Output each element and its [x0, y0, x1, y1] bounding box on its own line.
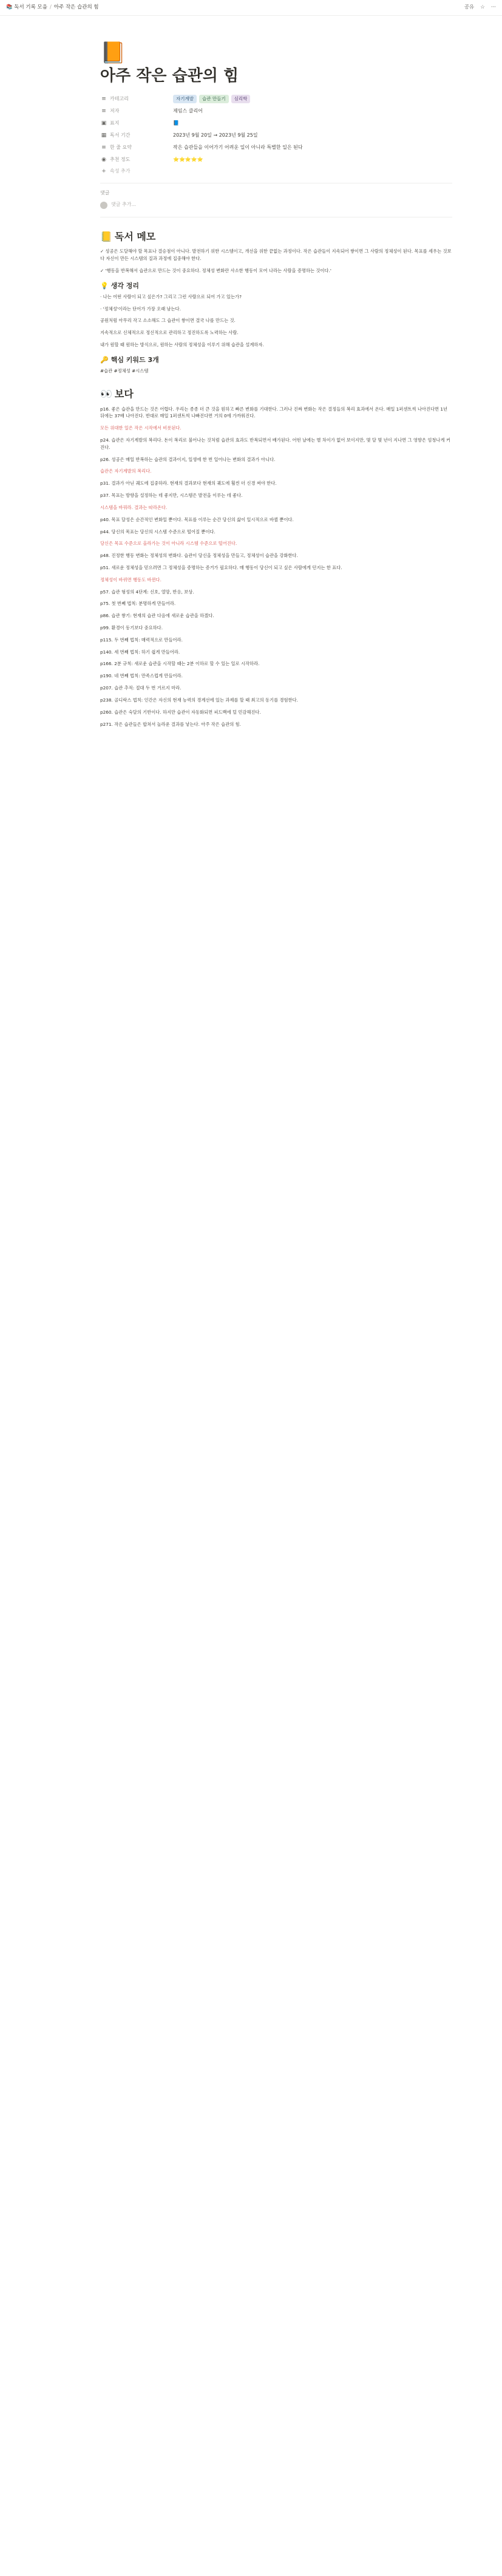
- body-paragraph[interactable]: p75. 첫 번째 법칙: 분명하게 만들어라.: [100, 601, 176, 607]
- thought-paragraph[interactable]: 내가 원할 때 원하는 방식으로, 원하는 사람의 정체성을 이루기 위해 습관을 설계하자.: [100, 342, 264, 348]
- body-paragraph[interactable]: p271. 작은 습관들은 합쳐서 놀라운 결과를 낳는다. 아주 작은 습관의 힘.: [100, 721, 241, 727]
- body-paragraph[interactable]: p40. 목표 달성은 순간적인 변화일 뿐이다. 목표를 이루는 순간 당신의 삶이 일시적으로 바뀔 뿐이다.: [100, 516, 294, 522]
- top-bar: [0, 0, 502, 16]
- image-icon: ▣: [101, 120, 107, 127]
- notebook-icon: 📒: [100, 230, 112, 242]
- list-icon: ≡: [101, 96, 106, 103]
- highlight-line[interactable]: 습관은 자기계발의 복리다.: [100, 468, 152, 474]
- body-paragraph[interactable]: p51. 새로운 정체성을 믿으려면 그 정체성을 증명하는 증거가 필요하다. 매 행동이 당신이 되고 싶은 사람에게 던지는 한 표다.: [100, 564, 342, 570]
- property-value-tags: [173, 95, 250, 103]
- bulb-icon: 💡: [100, 281, 109, 290]
- body-paragraph[interactable]: p166. 2분 규칙: 새로운 습관을 시작할 때는 2분 이하로 할 수 있는 일로 시작하라.: [100, 661, 260, 667]
- page-cover: [0, 16, 502, 43]
- thought-heading: 💡 생각 정리: [100, 281, 452, 291]
- property-author[interactable]: [100, 105, 452, 117]
- body-paragraph[interactable]: p260. 습관은 숙달의 기반이다. 하지만 습관이 자동화되면 피드백에 덜 민감해진다.: [100, 709, 261, 715]
- comments-section: [100, 190, 452, 210]
- eyes-icon: 👀: [100, 388, 112, 400]
- breadcrumb-item-parent[interactable]: 📚 독서 기록 모음: [6, 4, 47, 10]
- body-paragraph[interactable]: p99. 환경이 동기보다 중요하다.: [100, 625, 163, 631]
- body-paragraph[interactable]: p31. 결과가 아닌 궤도에 집중하라. 현재의 결과보다 현재의 궤도에 훨씬 더 신경 써야 한다.: [100, 480, 277, 487]
- memo-paragraph[interactable]: ✓ '행동을 반복해서 습관으로 만드는 것이 중요하다. 정체성 변화란 사소한 행동이 모여 나라는 사람을 증명하는 것이다.': [100, 268, 331, 273]
- property-name: ▣ 표지: [101, 120, 120, 127]
- thought-paragraph[interactable]: · '정체성'이라는 단어가 가장 오래 남는다.: [100, 306, 181, 312]
- avatar: [100, 202, 107, 209]
- page-content: [100, 43, 452, 733]
- body-paragraph[interactable]: p37. 목표는 방향을 설정하는 데 좋지만, 시스템은 발전을 이루는 데 좋다.: [100, 493, 243, 499]
- calendar-icon: ▦: [101, 132, 107, 139]
- property-cover[interactable]: [100, 117, 452, 129]
- thought-paragraph[interactable]: · 나는 어떤 사람이 되고 싶은가? 그리고 그런 사람으로 되어 가고 있는가?: [100, 293, 242, 299]
- page-book-icon[interactable]: 📙: [100, 41, 126, 65]
- key-icon: 🔑: [100, 355, 109, 364]
- favorite-star-icon[interactable]: ☆: [480, 4, 485, 10]
- text-icon: ≡: [101, 145, 106, 151]
- highlight-line[interactable]: 시스템을 바꿔라. 결과는 따라온다.: [100, 504, 168, 510]
- body-paragraph[interactable]: p44. 당신의 목표는 당신의 시스템 수준으로 떨어질 뿐이다.: [100, 528, 215, 535]
- property-value: 📘: [173, 120, 179, 126]
- comments-label: 댓글: [100, 190, 110, 196]
- body-paragraph[interactable]: p190. 네 번째 법칙: 만족스럽게 만들어라.: [100, 673, 183, 679]
- add-property-button[interactable]: + 속성 추가: [100, 166, 452, 177]
- property-rating[interactable]: [100, 154, 452, 166]
- thought-paragraph[interactable]: 공원처럼 아무리 작고 소소해도 그 습관이 쌓이면 결국 나를 만드는 것.: [100, 318, 236, 324]
- plus-icon: +: [101, 168, 106, 175]
- memo-heading: 📒 독서 메모: [100, 230, 452, 245]
- property-value: ⭐⭐⭐⭐⭐: [173, 156, 203, 162]
- highlight-line[interactable]: 모든 위대한 일은 작은 시작에서 비롯된다.: [100, 425, 181, 431]
- more-options-icon[interactable]: ···: [490, 4, 496, 10]
- highlight-line[interactable]: 정체성이 바뀌면 행동도 바뀐다.: [100, 576, 161, 583]
- body-paragraph[interactable]: p48. 진정한 행동 변화는 정체성의 변화다. 습관이 당신을 정체성을 만들고, 정체성이 습관을 강화한다.: [100, 553, 298, 559]
- breadcrumb-item-current[interactable]: 아주 작은 습관의 힘: [53, 4, 99, 10]
- body-paragraph[interactable]: p207. 습관 추적: 절대 두 번 거르지 마라.: [100, 685, 181, 691]
- body-paragraph[interactable]: p238. 골디락스 법칙: 인간은 자신의 현재 능력의 경계선에 있는 과제를 할 때 최고의 동기를 경험한다.: [100, 697, 298, 703]
- property-value: 2023년 9월 20일 → 2023년 9월 25일: [173, 132, 258, 138]
- property-name: ≡ 카테고리: [100, 95, 173, 103]
- tag[interactable]: 습관 만들기: [199, 95, 229, 103]
- more-heading: 👀 보다: [100, 387, 452, 402]
- property-name: ≡ 저자: [100, 108, 173, 115]
- body-paragraph[interactable]: p16. 좋은 습관을 만드는 것은 어렵다. 우리는 종종 더 큰 것을 원하고 빠른 변화를 기대한다. 그러나 진짜 변화는 작은 결정들의 복리 효과에서 온다. 매일 1퍼센트씩 나아진다면 1년 뒤에는 37배 나아진다. 반대로 매일 1퍼센트씩 나빠진다면 거의 0에 가까워진다.: [100, 406, 448, 419]
- highlight-line[interactable]: 당신은 목표 수준으로 올라가는 것이 아니라 시스템 수준으로 떨어진다.: [100, 541, 237, 547]
- share-button[interactable]: 공유: [464, 4, 475, 10]
- breadcrumb-separator: /: [49, 4, 52, 10]
- tag[interactable]: 심리학: [231, 95, 251, 103]
- tag[interactable]: 자기계발: [173, 95, 197, 103]
- select-icon: ◉: [101, 157, 106, 163]
- property-category[interactable]: [100, 93, 452, 105]
- keywords-text[interactable]: #습관 #정체성 #시스템: [100, 367, 149, 374]
- property-name: ◉ 추천 정도: [100, 156, 173, 163]
- body-paragraph[interactable]: p86. 습관 쌓기: 현재의 습관 다음에 새로운 습관을 하겠다.: [100, 613, 214, 619]
- body-paragraph[interactable]: p57. 습관 형성의 4단계: 신호, 열망, 반응, 보상.: [100, 589, 194, 595]
- text-icon: ≡: [101, 108, 106, 115]
- property-name: ≡ 한 줄 요약: [100, 144, 173, 151]
- body-paragraph[interactable]: p24. 습관은 자기계발의 복리다. 돈이 복리로 불어나는 것처럼 습관의 효과도 반복되면서 배가된다. 어떤 날에는 별 차이가 없어 보이지만, 몇 달 몇 년이 지나면 그 영향은 엄청나게 커진다.: [100, 437, 450, 450]
- breadcrumb: [6, 4, 99, 12]
- comment-input[interactable]: 댓글 추가...: [100, 200, 452, 211]
- body-paragraph[interactable]: p115. 두 번째 법칙: 매력적으로 만들어라.: [100, 637, 183, 643]
- property-value: 작은 습관들을 이어가기 어려운 일이 아니라 특별한 일은 된다: [173, 144, 303, 150]
- property-summary[interactable]: [100, 142, 452, 154]
- memo-paragraph[interactable]: ✓ 성공은 도달해야 할 목표나 결승점이 아니다. 발전하기 위한 시스템이고, 개선을 위한 끝없는 과정이다. 작은 습관들이 지속되어 쌓이면 그 사람의 정체성이 된다. 목표를 세우는 것보다 자신이 만든 시스템의 질과 과정에 집중해야 한다.: [100, 248, 452, 262]
- property-name: ▦ 독서 기간: [101, 132, 131, 139]
- page-title[interactable]: 아주 작은 습관의 힘: [100, 67, 239, 85]
- body-paragraph[interactable]: p26. 성공은 매일 반복하는 습관의 결과이지, 일생에 한 번 일어나는 변화의 결과가 아니다.: [100, 456, 276, 462]
- property-reading-period[interactable]: [100, 129, 452, 142]
- properties-panel: [100, 93, 452, 177]
- top-actions: [464, 4, 496, 12]
- property-value: 제임스 클리어: [173, 108, 203, 114]
- page-body: [0, 16, 502, 2576]
- keywords-heading: 🔑 핵심 키워드 3개: [100, 355, 452, 365]
- body-paragraph[interactable]: p140. 세 번째 법칙: 하기 쉽게 만들어라.: [100, 649, 180, 655]
- thought-paragraph[interactable]: 지속적으로 신체적으로 정신적으로 관리하고 정진하도록 노력하는 사람.: [100, 330, 239, 336]
